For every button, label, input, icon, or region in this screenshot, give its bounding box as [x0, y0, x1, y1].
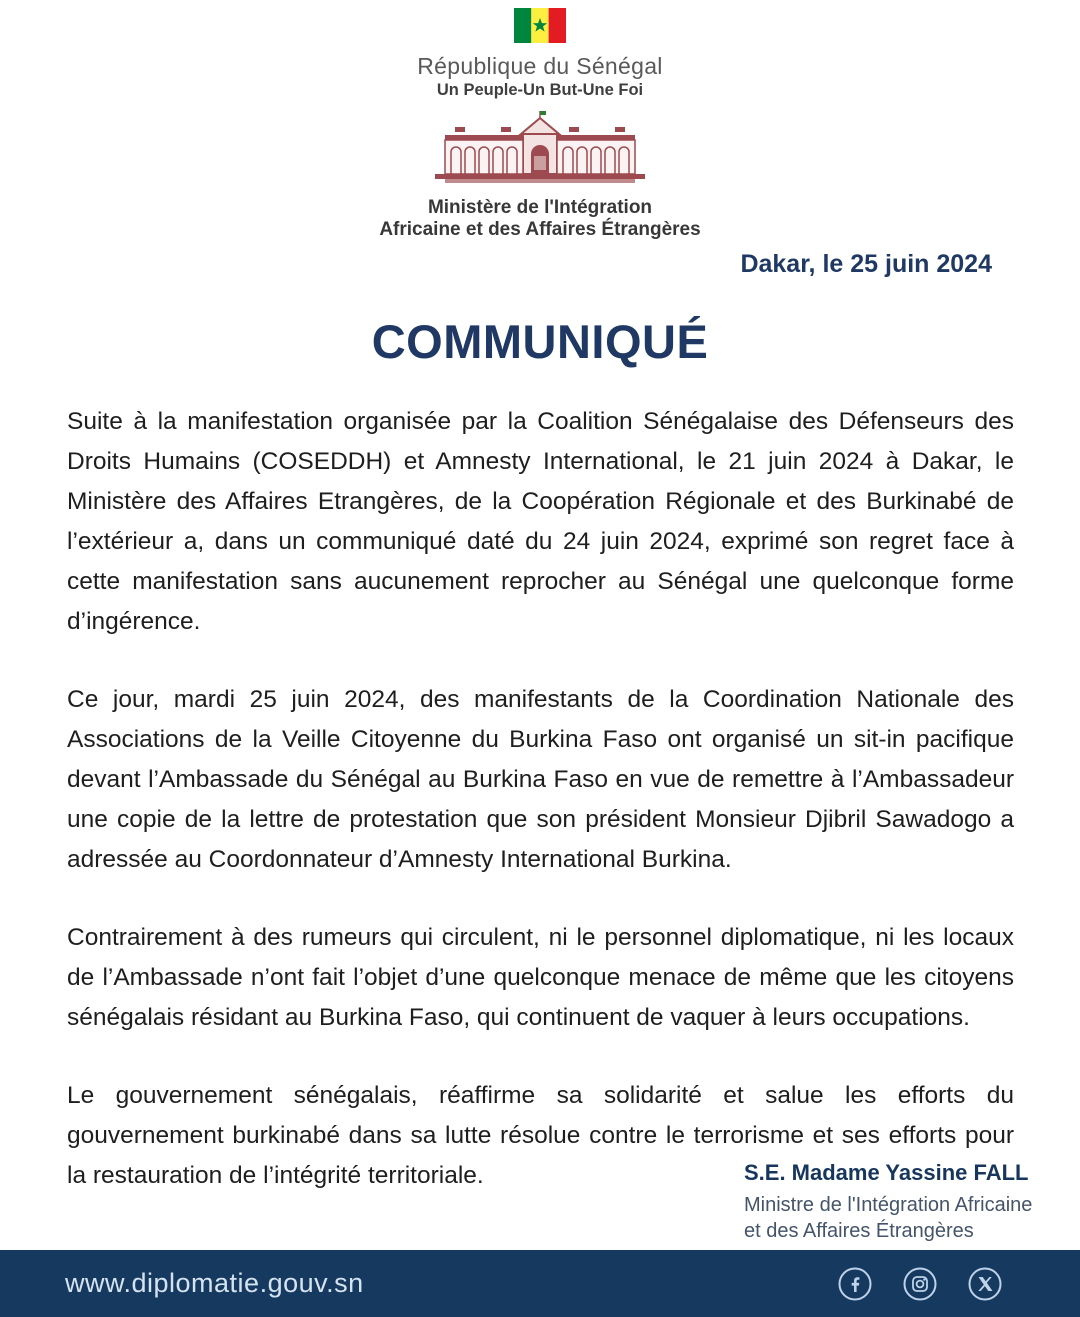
signature-block — [744, 1160, 1032, 1244]
footer-bar — [0, 1250, 1080, 1317]
x-twitter-icon[interactable] — [968, 1267, 1002, 1301]
social-icons — [838, 1267, 1002, 1301]
ministry-building-icon — [425, 110, 655, 195]
ministry-name-line1: Ministère de l'Intégration — [427, 197, 653, 218]
paragraph-2: Ce jour, mardi 25 juin 2024, des manifestants de la Coordination Nationale des Associations de la Veille Citoyenne du Burkina Faso ont organisé un sit-in pacifique devant l’Ambassade du Sénégal au Burkina Faso en vue de remettre à l’Ambassadeur une copie de la lettre de protestation que son président Monsieur Djibril Sawadogo a adressée au Coordonnateur d’Amnesty International Burkina. — [67, 686, 1014, 873]
facebook-icon[interactable] — [838, 1267, 872, 1301]
ministry-name-line2: Africaine et des Affaires Étrangères — [379, 219, 701, 240]
ministry-name — [0, 197, 1080, 241]
paragraph-1: Suite à la manifestation organisée par la Coalition Sénégalaise des Défenseurs des Droits Humains (COSEDDH) et Amnesty International, le 21 juin 2024 à Dakar, le Ministère des Affaires Etrangères, de la Coopération Régionale et des Burkinabé de l’extérieur a, dans un communiqué daté du 24 juin 2024, exprimé son regret face à cette manifestation sans aucunement reprocher au Sénégal une quelconque forme d’ingérence. — [67, 408, 1014, 635]
signatory-title-line1: Ministre de l'Intégration Africaine — [744, 1194, 1033, 1216]
country-name: République du Sénégal — [417, 53, 663, 79]
paragraph-4: Le gouvernement sénégalais, réaffirme sa solidarité et salue les efforts du gouvernement burkinabé dans sa lutte résolue contre le terrorisme et ses efforts pour la restauration de l’intégrité territoriale. — [67, 1082, 1014, 1189]
communique-title: COMMUNIQUÉ — [371, 315, 709, 368]
national-motto: Un Peuple-Un But-Une Foi — [436, 81, 644, 99]
instagram-icon[interactable] — [903, 1267, 937, 1301]
website-link[interactable]: www.diplomatie.gouv.sn — [65, 1268, 364, 1298]
letter-body — [67, 402, 1014, 1234]
dateline: Dakar, le 25 juin 2024 — [740, 250, 992, 278]
senegal-flag-icon — [514, 8, 566, 48]
signatory-name: S.E. Madame Yassine FALL — [744, 1160, 1029, 1185]
paragraph-3: Contrairement à des rumeurs qui circulent, ni le personnel diplomatique, ni les locaux de l’Ambassade n’ont fait l’objet d’une quelconque menace de même que les citoyens sénégalais résidant au Burkina Faso, qui continuent de vaquer à leurs occupations. — [67, 924, 1014, 1031]
signatory-title-line2: et des Affaires Étrangères — [744, 1220, 974, 1242]
letterhead — [0, 8, 1080, 241]
